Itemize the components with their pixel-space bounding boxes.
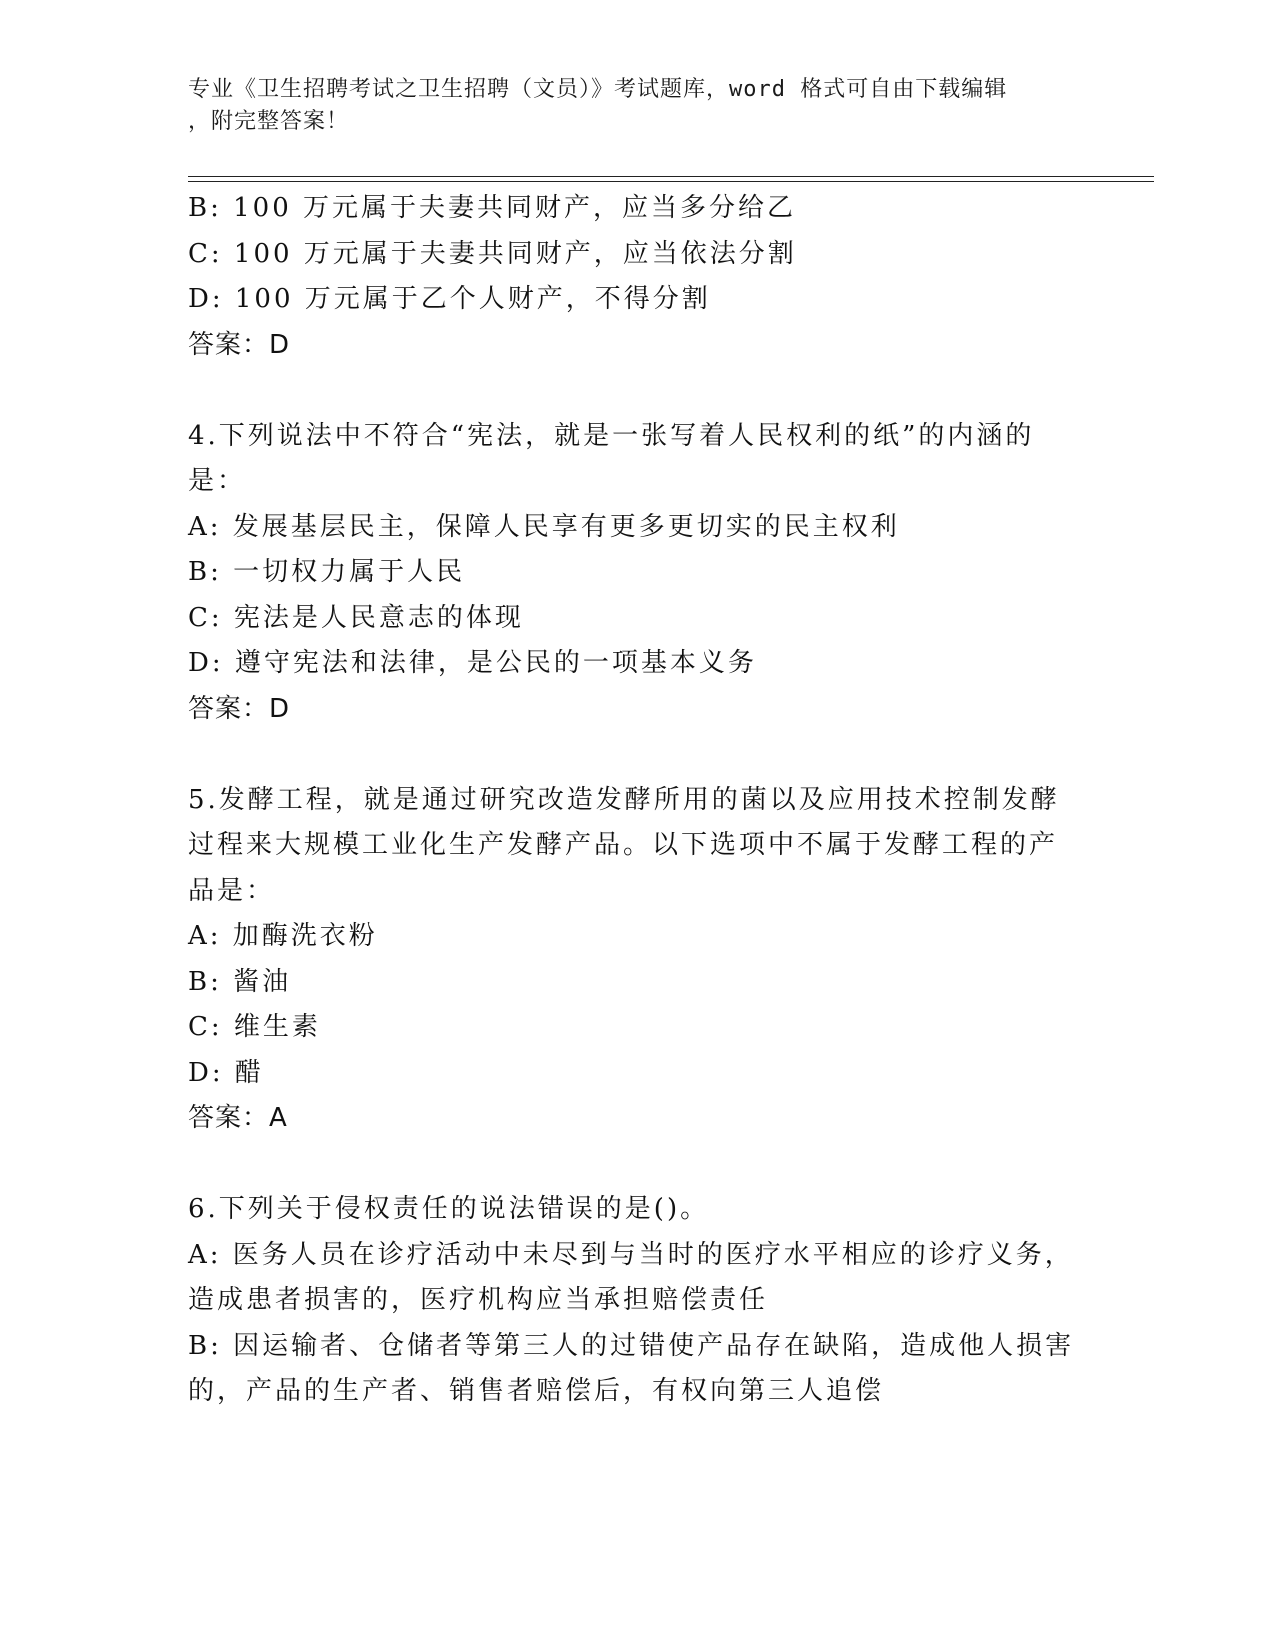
spacer (188, 1142, 1088, 1188)
question-stem: 品是： (188, 875, 276, 906)
option-a: A: 加酶洗衣粉 (188, 921, 378, 951)
question-5 (188, 778, 1088, 1142)
option-b: B: 100 万元属于夫妻共同财产，应当多分给乙 (188, 193, 797, 223)
option-c: C: 宪法是人民意志的体现 (188, 602, 524, 633)
option-a: A: 医务人员在诊疗活动中未尽到与当时的医疗水平相应的诊疗义务， (188, 1239, 1074, 1270)
document-body (188, 186, 1088, 1415)
question-stem: 5.发酵工程，就是通过研究改造发酵所用的菌以及应用技术控制发酵 (188, 784, 1060, 815)
option-d: D: 醋 (188, 1057, 264, 1088)
header-line-1: 专业《卫生招聘考试之卫生招聘（文员）》考试题库，word 格式可自由下载编辑 (188, 77, 1008, 102)
document-header (188, 74, 1088, 138)
question-4 (188, 414, 1088, 733)
answer: 答案：D (188, 693, 291, 724)
header-divider-top (188, 176, 1154, 177)
header-line-2: ，附完整答案！ (188, 109, 350, 134)
question-stem: 是： (188, 466, 247, 496)
option-b: B: 因运输者、仓储者等第三人的过错使产品存在缺陷，造成他人损害 (188, 1330, 1075, 1361)
option-c: C: 维生素 (188, 1012, 321, 1042)
option-d: D: 遵守宪法和法律，是公民的一项基本义务 (188, 648, 757, 678)
answer: 答案：D (188, 329, 291, 360)
question-stem: 过程来大规模工业化生产发酵产品。以下选项中不属于发酵工程的产 (188, 830, 1059, 860)
option-c: C: 100 万元属于夫妻共同财产，应当依法分割 (188, 238, 797, 269)
spacer (188, 732, 1088, 778)
header-divider-bottom (188, 181, 1154, 182)
option-d: D: 100 万元属于乙个人财产，不得分割 (188, 284, 711, 314)
spacer (188, 368, 1088, 414)
question-stem: 6.下列关于侵权责任的说法错误的是()。 (188, 1194, 710, 1224)
option-b: B: 一切权力属于人民 (188, 557, 466, 587)
question-6 (188, 1187, 1088, 1415)
question-3-tail (188, 186, 1088, 368)
option-a: A: 发展基层民主，保障人民享有更多更切实的民主权利 (188, 511, 900, 542)
option-b: B: 酱油 (188, 966, 292, 997)
option-a-continued: 造成患者损害的，医疗机构应当承担赔偿责任 (188, 1285, 769, 1315)
option-b-continued: 的，产品的生产者、销售者赔偿后，有权向第三人追偿 (188, 1376, 885, 1406)
question-stem: 4.下列说法中不符合“宪法，就是一张写着人民权利的纸”的内涵的 (188, 420, 1035, 451)
answer: 答案：A (188, 1103, 288, 1133)
